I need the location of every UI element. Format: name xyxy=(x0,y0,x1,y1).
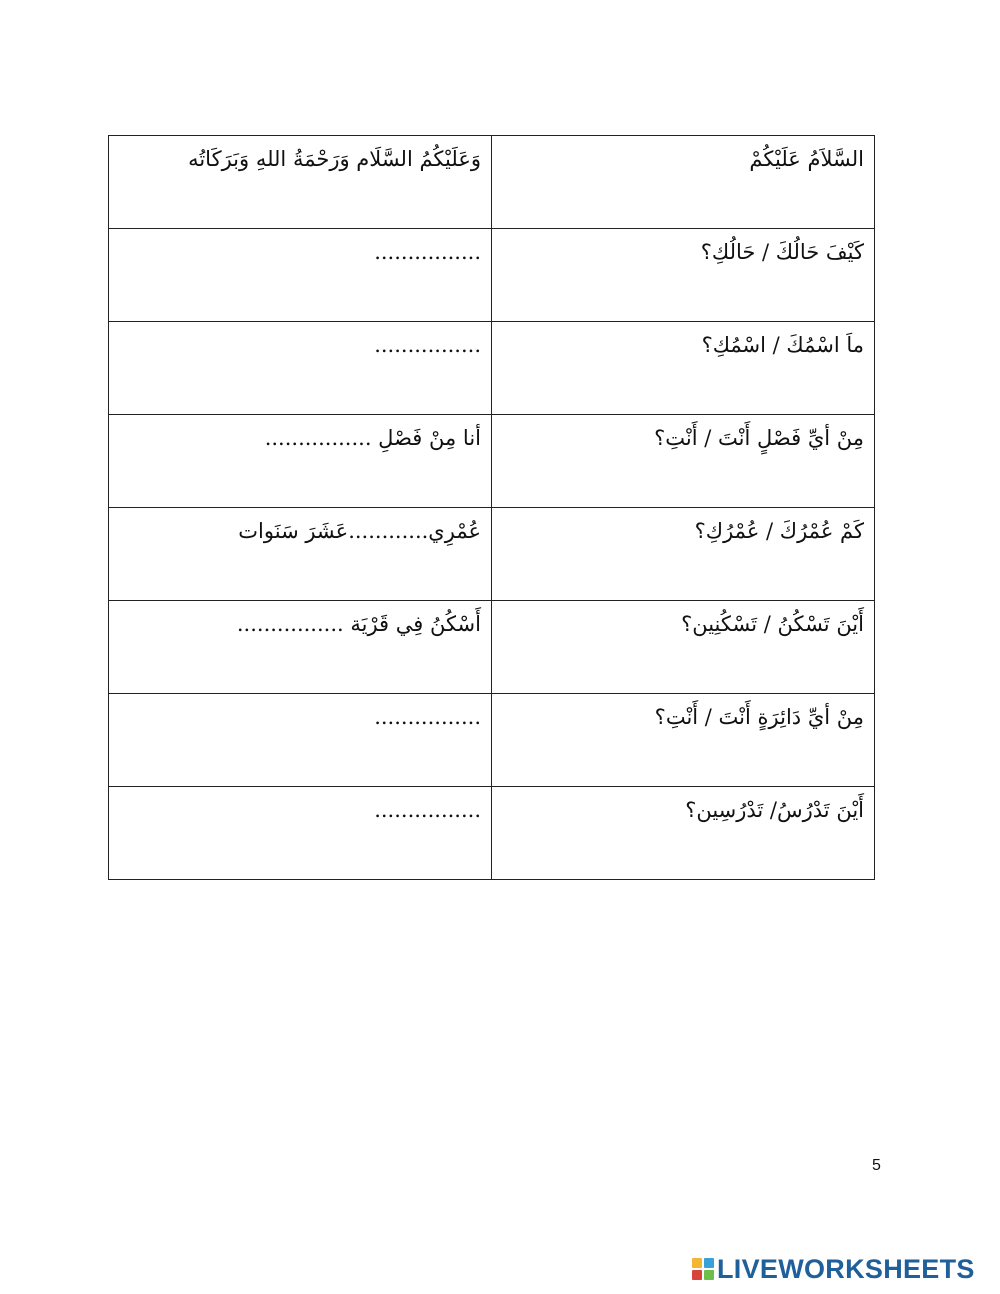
table-row xyxy=(109,508,875,601)
question-cell: ماَ اسْمُكَ / اسْمُكِ؟ xyxy=(492,322,875,415)
answer-cell[interactable]: عُمْرِي............عَشَرَ سَنَوات xyxy=(109,508,492,601)
table-row xyxy=(109,415,875,508)
table-row xyxy=(109,322,875,415)
question-cell: مِنْ أيِّ فَصْلٍ أَنْتَ / أَنْتِ؟ xyxy=(492,415,875,508)
table-row xyxy=(109,694,875,787)
question-cell: كَيْفَ حَالُكَ / حَالُكِ؟ xyxy=(492,229,875,322)
page-number: 5 xyxy=(872,1157,881,1174)
table-row xyxy=(109,601,875,694)
question-cell: مِنْ أيِّ دَائِرَةٍ أَنْتَ / أَنْتِ؟ xyxy=(492,694,875,787)
answer-cell: وَعَلَيْكُمُ السَّلَام وَرَحْمَةُ اللهِ وَبَرَكَاتُه xyxy=(109,136,492,229)
answer-cell[interactable]: ................ xyxy=(109,694,492,787)
answer-cell[interactable]: ................ xyxy=(109,229,492,322)
answer-cell[interactable]: ................ xyxy=(109,322,492,415)
answer-cell[interactable]: أنا مِنْ فَصْلِ ................ xyxy=(109,415,492,508)
table-row xyxy=(109,229,875,322)
brand-name: LIVEWORKSHEETS xyxy=(717,1254,975,1284)
question-cell: السَّلاَمُ عَلَيْكُمْ xyxy=(492,136,875,229)
liveworksheets-logo xyxy=(692,1254,975,1284)
answer-cell[interactable]: ................ xyxy=(109,787,492,880)
table-row xyxy=(109,787,875,880)
question-cell: أَيْنَ تَسْكُنُ / تَسْكُنِين؟ xyxy=(492,601,875,694)
liveworksheets-logo-icon xyxy=(692,1258,714,1280)
question-cell: أَيْنَ تَدْرُسُ/ تَدْرُسِين؟ xyxy=(492,787,875,880)
answer-cell[interactable]: أَسْكُنُ فِي قَرْيَة ................ xyxy=(109,601,492,694)
question-cell: كَمْ عُمْرُكَ / عُمْرُكِ؟ xyxy=(492,508,875,601)
conversation-table xyxy=(108,135,875,880)
table-row xyxy=(109,136,875,229)
